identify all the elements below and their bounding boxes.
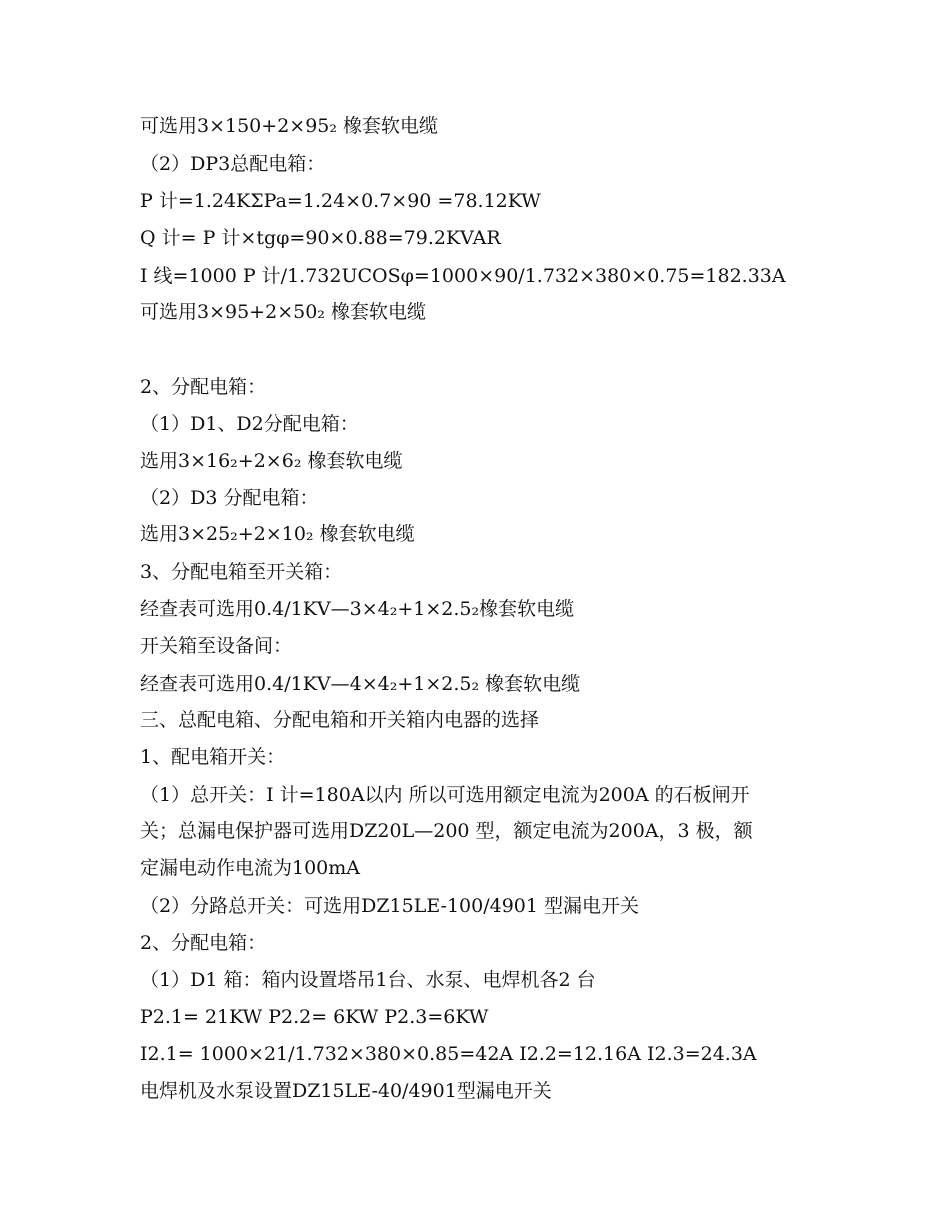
text-line: 可选用3×95+2×50₂ 橡套软电缆 bbox=[140, 301, 426, 323]
text-line: 开关箱至设备间： bbox=[140, 635, 293, 657]
text-line: 2、分配电箱： bbox=[140, 932, 267, 954]
text-line: 经查表可选用0.4/1KV—4×4₂+1×2.5₂ 橡套软电缆 bbox=[140, 673, 581, 695]
text-line: I 线=1000 P 计/1.732UCOSφ=1000×90/1.732×380×0.75=182.33A bbox=[140, 265, 786, 287]
text-line: 1、配电箱开关： bbox=[140, 746, 286, 768]
text-line: Q 计= P 计×tgφ=90×0.88=79.2KVAR bbox=[140, 227, 501, 249]
text-line: 电焊机及水泵设置DZ15LE-40/4901型漏电开关 bbox=[140, 1080, 552, 1102]
text-line: （2）DP3总配电箱： bbox=[140, 153, 326, 175]
text-line: 关；总漏电保护器可选用DZ20L—200 型，额定电流为200A，3 极，额 bbox=[140, 820, 753, 842]
text-line: 经查表可选用0.4/1KV—3×4₂+1×2.5₂橡套软电缆 bbox=[140, 598, 575, 620]
text-line: 定漏电动作电流为100mA bbox=[140, 857, 361, 879]
text-line: （1）总开关：I 计=180A以内 所以可选用额定电流为200A 的石板闸开 bbox=[140, 784, 750, 806]
text-line: （1）D1 箱：箱内设置塔吊1台、水泵、电焊机各2 台 bbox=[140, 969, 596, 991]
text-line: P2.1= 21KW P2.2= 6KW P2.3=6KW bbox=[140, 1006, 489, 1028]
text-line: 选用3×16₂+2×6₂ 橡套软电缆 bbox=[140, 450, 403, 472]
text-line: （2）分路总开关：可选用DZ15LE-100/4901 型漏电开关 bbox=[140, 895, 640, 917]
text-line: P 计=1.24KΣPa=1.24×0.7×90 =78.12KW bbox=[140, 190, 541, 212]
text-line: 可选用3×150+2×95₂ 橡套软电缆 bbox=[140, 115, 439, 137]
text-line: （2）D3 分配电箱： bbox=[140, 487, 319, 509]
text-line: 2、分配电箱： bbox=[140, 376, 267, 398]
text-line: （1）D1、D2分配电箱： bbox=[140, 413, 359, 435]
text-line: 3、分配电箱至开关箱： bbox=[140, 561, 343, 583]
text-line: I2.1= 1000×21/1.732×380×0.85=42A I2.2=12.16A I2.3=24.3A bbox=[140, 1043, 757, 1065]
text-line: 三、总配电箱、分配电箱和开关箱内电器的选择 bbox=[140, 709, 540, 731]
text-line: 选用3×25₂+2×10₂ 橡套软电缆 bbox=[140, 523, 415, 545]
